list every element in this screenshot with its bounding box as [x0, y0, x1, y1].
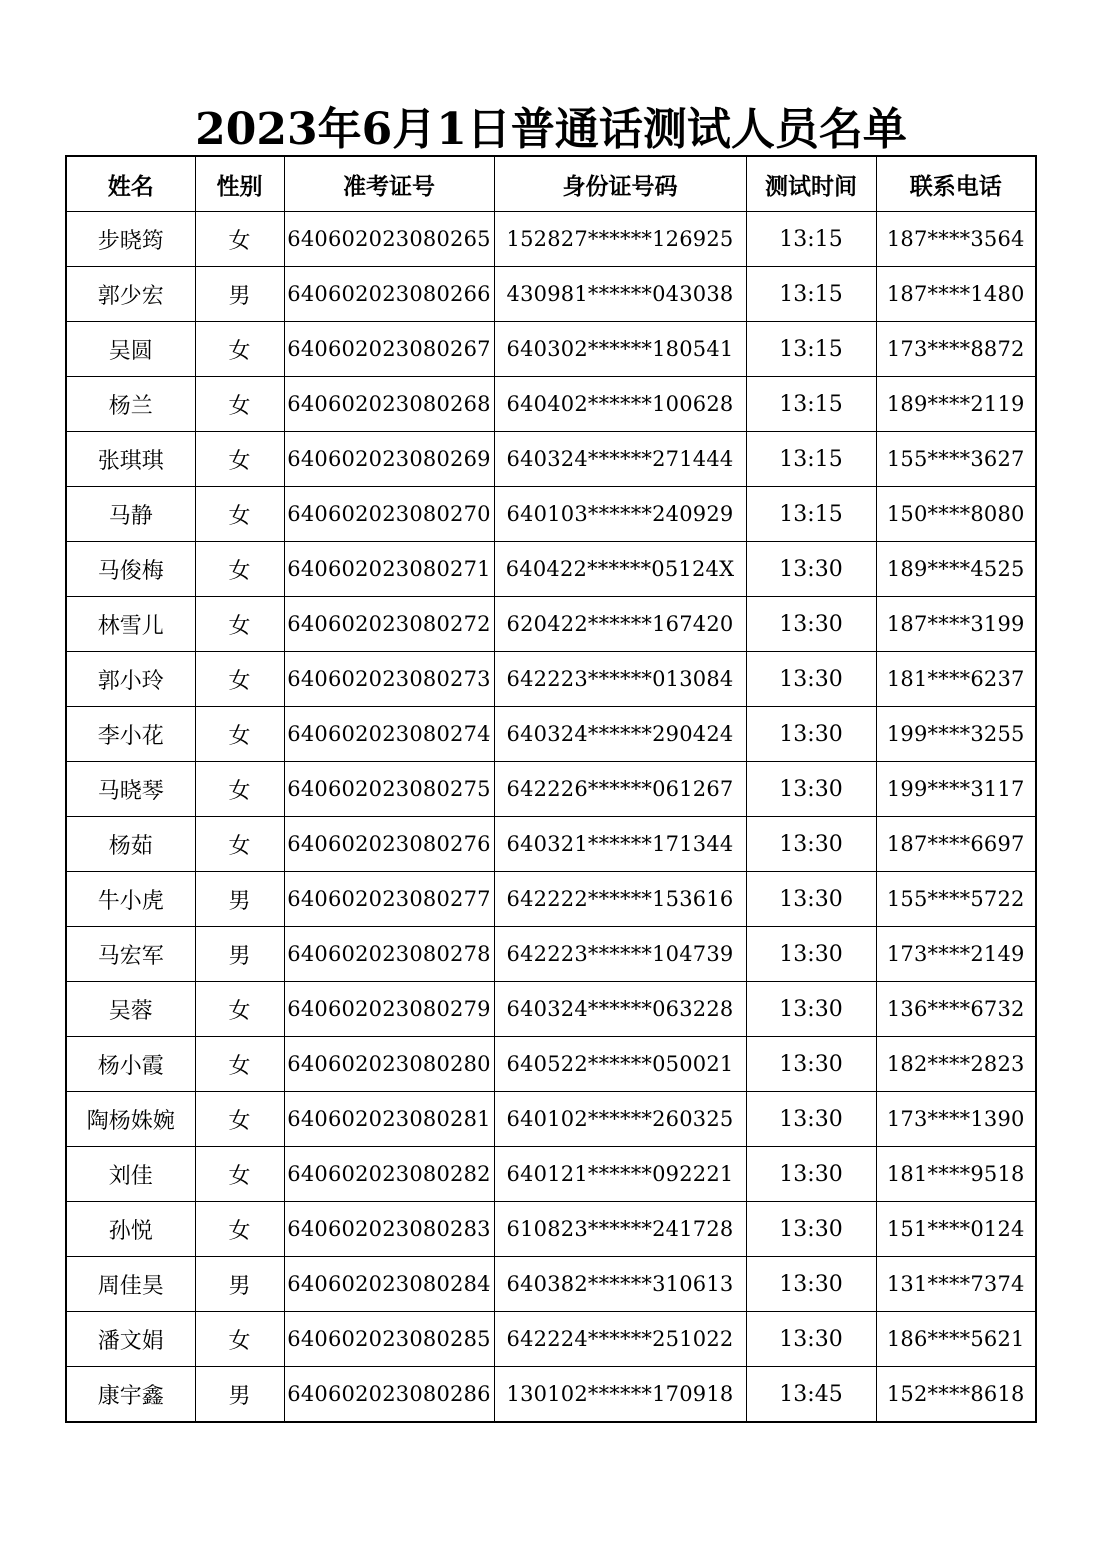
cell-name: 牛小虎 [66, 872, 195, 927]
table-row [66, 267, 1036, 322]
cell-admission-number: 640602023080272 [284, 597, 494, 652]
cell-test-time: 13:30 [746, 872, 876, 927]
cell-name: 陶杨姝婉 [66, 1092, 195, 1147]
cell-phone: 173****8872 [876, 322, 1036, 377]
cell-id-number: 640103******240929 [494, 487, 746, 542]
cell-id-number: 130102******170918 [494, 1367, 746, 1423]
cell-gender: 女 [195, 487, 284, 542]
cell-phone: 187****3199 [876, 597, 1036, 652]
cell-id-number: 642224******251022 [494, 1312, 746, 1367]
table-row [66, 1092, 1036, 1147]
cell-name: 郭少宏 [66, 267, 195, 322]
cell-admission-number: 640602023080271 [284, 542, 494, 597]
cell-admission-number: 640602023080276 [284, 817, 494, 872]
roster-table [65, 155, 1037, 1423]
cell-test-time: 13:30 [746, 927, 876, 982]
cell-gender: 女 [195, 432, 284, 487]
header-id-number: 身份证号码 [494, 156, 746, 212]
cell-admission-number: 640602023080270 [284, 487, 494, 542]
cell-test-time: 13:15 [746, 267, 876, 322]
header-gender: 性别 [195, 156, 284, 212]
cell-test-time: 13:30 [746, 1147, 876, 1202]
cell-id-number: 642222******153616 [494, 872, 746, 927]
cell-phone: 131****7374 [876, 1257, 1036, 1312]
cell-id-number: 642223******104739 [494, 927, 746, 982]
cell-id-number: 642226******061267 [494, 762, 746, 817]
cell-admission-number: 640602023080269 [284, 432, 494, 487]
cell-phone: 187****3564 [876, 212, 1036, 267]
cell-test-time: 13:30 [746, 817, 876, 872]
table-row [66, 212, 1036, 267]
cell-name: 刘佳 [66, 1147, 195, 1202]
cell-name: 周佳昊 [66, 1257, 195, 1312]
cell-name: 吴圆 [66, 322, 195, 377]
cell-name: 杨兰 [66, 377, 195, 432]
cell-test-time: 13:30 [746, 1092, 876, 1147]
cell-id-number: 640522******050021 [494, 1037, 746, 1092]
table-row [66, 1257, 1036, 1312]
cell-phone: 173****1390 [876, 1092, 1036, 1147]
cell-admission-number: 640602023080273 [284, 652, 494, 707]
cell-gender: 男 [195, 1257, 284, 1312]
cell-phone: 173****2149 [876, 927, 1036, 982]
header-phone: 联系电话 [876, 156, 1036, 212]
table-row [66, 1202, 1036, 1257]
cell-admission-number: 640602023080268 [284, 377, 494, 432]
cell-test-time: 13:15 [746, 432, 876, 487]
cell-gender: 女 [195, 817, 284, 872]
table-row [66, 982, 1036, 1037]
cell-id-number: 640321******171344 [494, 817, 746, 872]
cell-admission-number: 640602023080284 [284, 1257, 494, 1312]
cell-name: 马晓琴 [66, 762, 195, 817]
cell-id-number: 640324******271444 [494, 432, 746, 487]
cell-gender: 女 [195, 597, 284, 652]
cell-name: 马宏军 [66, 927, 195, 982]
table-row [66, 322, 1036, 377]
header-admission-number: 准考证号 [284, 156, 494, 212]
cell-admission-number: 640602023080282 [284, 1147, 494, 1202]
cell-gender: 女 [195, 707, 284, 762]
table-row [66, 1037, 1036, 1092]
cell-id-number: 152827******126925 [494, 212, 746, 267]
cell-name: 步晓筠 [66, 212, 195, 267]
cell-test-time: 13:15 [746, 212, 876, 267]
table-row [66, 432, 1036, 487]
cell-test-time: 13:15 [746, 322, 876, 377]
cell-admission-number: 640602023080265 [284, 212, 494, 267]
cell-gender: 女 [195, 652, 284, 707]
cell-admission-number: 640602023080279 [284, 982, 494, 1037]
cell-id-number: 640102******260325 [494, 1092, 746, 1147]
cell-test-time: 13:30 [746, 762, 876, 817]
cell-name: 张琪琪 [66, 432, 195, 487]
cell-name: 李小花 [66, 707, 195, 762]
cell-id-number: 640402******100628 [494, 377, 746, 432]
cell-name: 杨茹 [66, 817, 195, 872]
cell-id-number: 640422******05124X [494, 542, 746, 597]
table-row [66, 1367, 1036, 1423]
cell-gender: 女 [195, 1092, 284, 1147]
table-row [66, 1312, 1036, 1367]
cell-phone: 182****2823 [876, 1037, 1036, 1092]
cell-gender: 男 [195, 927, 284, 982]
cell-gender: 女 [195, 542, 284, 597]
cell-gender: 男 [195, 1367, 284, 1423]
cell-admission-number: 640602023080281 [284, 1092, 494, 1147]
cell-admission-number: 640602023080278 [284, 927, 494, 982]
cell-phone: 136****6732 [876, 982, 1036, 1037]
table-row [66, 872, 1036, 927]
cell-name: 孙悦 [66, 1202, 195, 1257]
table-row [66, 597, 1036, 652]
cell-test-time: 13:15 [746, 377, 876, 432]
cell-name: 林雪儿 [66, 597, 195, 652]
header-row [66, 156, 1036, 212]
cell-phone: 155****5722 [876, 872, 1036, 927]
cell-admission-number: 640602023080285 [284, 1312, 494, 1367]
cell-admission-number: 640602023080280 [284, 1037, 494, 1092]
cell-phone: 186****5621 [876, 1312, 1036, 1367]
cell-name: 马俊梅 [66, 542, 195, 597]
cell-phone: 199****3117 [876, 762, 1036, 817]
cell-id-number: 640121******092221 [494, 1147, 746, 1202]
cell-name: 杨小霞 [66, 1037, 195, 1092]
cell-test-time: 13:45 [746, 1367, 876, 1423]
cell-test-time: 13:30 [746, 1202, 876, 1257]
cell-phone: 181****9518 [876, 1147, 1036, 1202]
table-row [66, 487, 1036, 542]
table-row [66, 1147, 1036, 1202]
cell-test-time: 13:30 [746, 1257, 876, 1312]
cell-test-time: 13:30 [746, 542, 876, 597]
cell-admission-number: 640602023080283 [284, 1202, 494, 1257]
cell-id-number: 640324******063228 [494, 982, 746, 1037]
cell-admission-number: 640602023080277 [284, 872, 494, 927]
table-row [66, 927, 1036, 982]
table-row [66, 817, 1036, 872]
cell-gender: 女 [195, 762, 284, 817]
cell-test-time: 13:15 [746, 487, 876, 542]
cell-admission-number: 640602023080286 [284, 1367, 494, 1423]
cell-phone: 152****8618 [876, 1367, 1036, 1423]
cell-gender: 男 [195, 872, 284, 927]
cell-test-time: 13:30 [746, 652, 876, 707]
cell-name: 潘文娟 [66, 1312, 195, 1367]
cell-id-number: 640382******310613 [494, 1257, 746, 1312]
cell-admission-number: 640602023080274 [284, 707, 494, 762]
cell-name: 吴蓉 [66, 982, 195, 1037]
table-row [66, 542, 1036, 597]
cell-phone: 189****2119 [876, 377, 1036, 432]
roster-table-header [66, 156, 1036, 212]
cell-phone: 151****0124 [876, 1202, 1036, 1257]
cell-name: 郭小玲 [66, 652, 195, 707]
cell-phone: 187****1480 [876, 267, 1036, 322]
cell-id-number: 620422******167420 [494, 597, 746, 652]
cell-gender: 女 [195, 322, 284, 377]
cell-id-number: 642223******013084 [494, 652, 746, 707]
cell-id-number: 640302******180541 [494, 322, 746, 377]
cell-test-time: 13:30 [746, 982, 876, 1037]
roster-table-body [66, 212, 1036, 1423]
cell-admission-number: 640602023080275 [284, 762, 494, 817]
cell-name: 马静 [66, 487, 195, 542]
cell-gender: 女 [195, 1147, 284, 1202]
cell-gender: 男 [195, 267, 284, 322]
cell-test-time: 13:30 [746, 597, 876, 652]
cell-phone: 187****6697 [876, 817, 1036, 872]
cell-test-time: 13:30 [746, 707, 876, 762]
table-row [66, 377, 1036, 432]
cell-phone: 155****3627 [876, 432, 1036, 487]
cell-gender: 女 [195, 212, 284, 267]
cell-admission-number: 640602023080267 [284, 322, 494, 377]
header-name: 姓名 [66, 156, 195, 212]
cell-id-number: 640324******290424 [494, 707, 746, 762]
cell-phone: 181****6237 [876, 652, 1036, 707]
cell-admission-number: 640602023080266 [284, 267, 494, 322]
cell-gender: 女 [195, 1037, 284, 1092]
cell-phone: 189****4525 [876, 542, 1036, 597]
document-title: 2023年6月1日普通话测试人员名单 [195, 104, 907, 155]
cell-gender: 女 [195, 1312, 284, 1367]
cell-phone: 199****3255 [876, 707, 1036, 762]
cell-gender: 女 [195, 1202, 284, 1257]
cell-id-number: 430981******043038 [494, 267, 746, 322]
table-row [66, 762, 1036, 817]
cell-gender: 女 [195, 982, 284, 1037]
cell-name: 康宇鑫 [66, 1367, 195, 1423]
cell-test-time: 13:30 [746, 1312, 876, 1367]
header-test-time: 测试时间 [746, 156, 876, 212]
cell-test-time: 13:30 [746, 1037, 876, 1092]
cell-phone: 150****8080 [876, 487, 1036, 542]
table-row [66, 707, 1036, 762]
cell-id-number: 610823******241728 [494, 1202, 746, 1257]
cell-gender: 女 [195, 377, 284, 432]
table-row [66, 652, 1036, 707]
